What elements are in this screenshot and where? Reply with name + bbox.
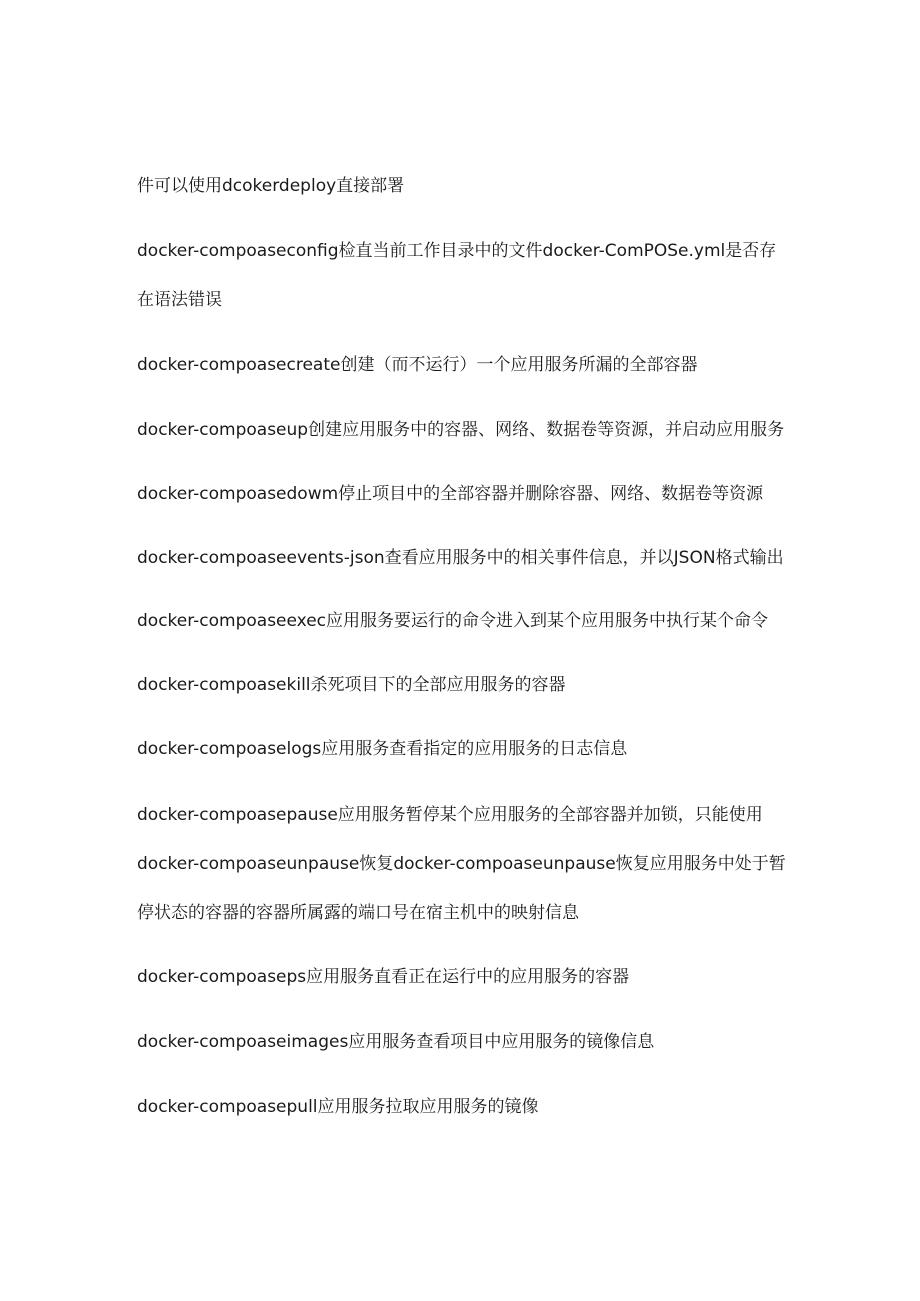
text-line-exec: docker-compoaseexec应用服务要运行的命令进入到某个应用服务中执行某个命令: [137, 611, 769, 631]
text-line-pause: docker-compoasepause应用服务暂停某个应用服务的全部容器并加锁，只能使用: [137, 805, 763, 825]
text-line-create: docker-compoasecreate创建（而不运行）一个应用服务所漏的全部容器: [137, 355, 698, 375]
text-line-unpause-cont: 停状态的容器的容器所属露的端口号在宿主机中的映射信息: [137, 903, 579, 923]
text-line-unpause: docker-compoaseunpause恢复docker-compoaseunpause恢复应用服务中处于暂: [137, 854, 786, 874]
text-line-events: docker-compoaseevents-json查看应用服务中的相关事件信息，并以JSON格式输出: [137, 548, 784, 568]
text-line-config: docker-compoaseconfig检直当前工作目录中的文件docker-ComPOSe.yml是否存: [137, 241, 777, 261]
text-line-up: docker-compoaseup创建应用服务中的容器、网络、数据卷等资源，并启动应用服务: [137, 420, 785, 440]
text-line-deploy: 件可以使用dcokerdeploy直接部署: [137, 176, 405, 196]
text-line-ps: docker-compoaseps应用服务直看正在运行中的应用服务的容器: [137, 967, 630, 987]
text-line-config-cont: 在语法错误: [137, 290, 222, 310]
text-line-images: docker-compoaseimages应用服务查看项目中应用服务的镜像信息: [137, 1032, 655, 1052]
text-line-logs: docker-compoaselogs应用服务查看指定的应用服务的日志信息: [137, 739, 628, 759]
text-line-down: docker-compoasedowm停止项目中的全部容器并删除容器、网络、数据卷等资源: [137, 484, 764, 504]
text-line-pull: docker-compoasepull应用服务拉取应用服务的镜像: [137, 1097, 539, 1117]
text-line-kill: docker-compoasekill杀死项目下的全部应用服务的容器: [137, 675, 566, 695]
